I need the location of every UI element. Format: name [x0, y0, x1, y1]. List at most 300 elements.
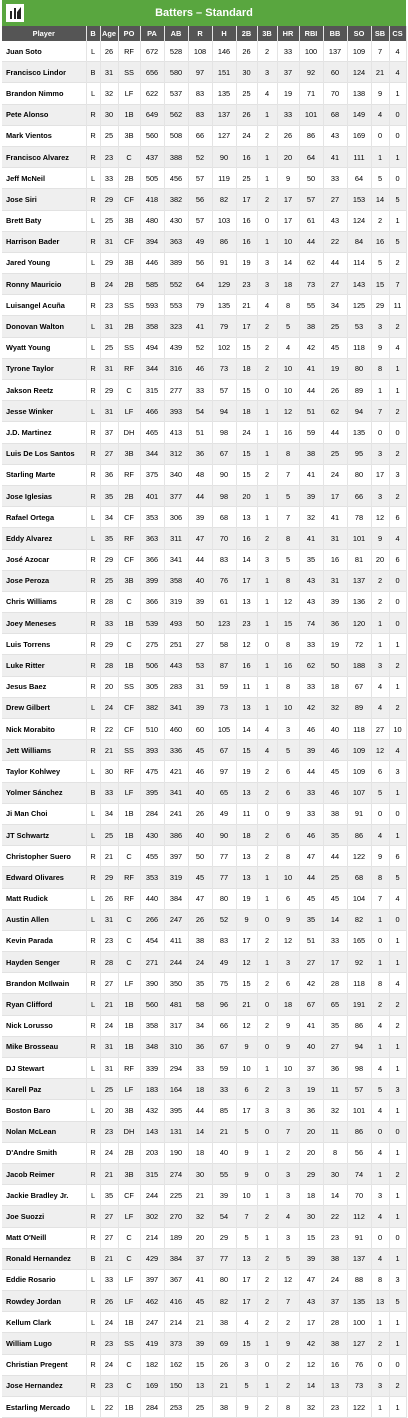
stat-cell-hr: 7 — [277, 507, 299, 528]
stat-cell-rbi: 100 — [299, 41, 323, 62]
stat-cell-2b: 13 — [236, 782, 257, 803]
stat-cell-hr: 5 — [277, 740, 299, 761]
stat-cell-po: C — [118, 591, 140, 612]
column-header-bb[interactable]: BB — [323, 26, 347, 41]
stat-cell-b: L — [86, 909, 100, 930]
stat-cell-ab: 253 — [164, 1397, 188, 1418]
stat-cell-r: 26 — [188, 803, 212, 824]
stat-cell-3b: 2 — [257, 1312, 277, 1333]
stat-cell-r: 46 — [188, 761, 212, 782]
stat-cell-age: 25 — [100, 337, 118, 358]
stat-cell-b: R — [86, 867, 100, 888]
player-name-cell: Edward Olivares — [2, 867, 86, 888]
stat-cell-r: 20 — [188, 1227, 212, 1248]
stat-cell-ab: 189 — [164, 1227, 188, 1248]
stat-cell-bb: 35 — [323, 824, 347, 845]
stat-cell-hr: 4 — [277, 1206, 299, 1227]
stat-cell-b: L — [86, 888, 100, 909]
stat-cell-rbi: 92 — [299, 62, 323, 83]
stat-cell-2b: 16 — [236, 231, 257, 252]
stat-cell-po: RF — [118, 41, 140, 62]
stat-cell-sb: 0 — [371, 1354, 389, 1375]
stat-cell-rbi: 17 — [299, 1312, 323, 1333]
column-header-2b[interactable]: 2B — [236, 26, 257, 41]
table-row — [2, 1036, 406, 1057]
stat-cell-r: 44 — [188, 485, 212, 506]
stat-cell-sb: 14 — [371, 189, 389, 210]
stat-cell-b: L — [86, 316, 100, 337]
stat-cell-so: 64 — [347, 168, 371, 189]
column-header-pa[interactable]: PA — [140, 26, 164, 41]
stat-cell-b: R — [86, 613, 100, 634]
column-header-age[interactable]: Age — [100, 26, 118, 41]
stat-cell-po: 3B — [118, 210, 140, 231]
player-name-cell: Rafael Ortega — [2, 507, 86, 528]
stat-cell-sb: 4 — [371, 676, 389, 697]
stat-cell-h: 59 — [212, 676, 236, 697]
stat-cell-r: 45 — [188, 740, 212, 761]
stat-cell-h: 80 — [212, 1269, 236, 1290]
stat-cell-3b: 3 — [257, 549, 277, 570]
stat-cell-age: 30 — [100, 761, 118, 782]
stat-cell-so: 101 — [347, 528, 371, 549]
stat-cell-b: R — [86, 231, 100, 252]
player-name-cell: Jeff McNeil — [2, 168, 86, 189]
stat-cell-so: 101 — [347, 1100, 371, 1121]
stat-cell-cs: 4 — [389, 337, 406, 358]
table-row — [2, 146, 406, 167]
stat-cell-po: SS — [118, 295, 140, 316]
player-name-cell: Tyrone Taylor — [2, 358, 86, 379]
stat-cell-rbi: 41 — [299, 1015, 323, 1036]
stat-cell-pa: 353 — [140, 507, 164, 528]
stat-cell-h: 119 — [212, 168, 236, 189]
stat-cell-2b: 5 — [236, 1227, 257, 1248]
stat-cell-bb: 17 — [323, 485, 347, 506]
stat-cell-rbi: 38 — [299, 316, 323, 337]
stat-cell-r: 47 — [188, 528, 212, 549]
stat-cell-cs: 3 — [389, 1079, 406, 1100]
stat-cell-pa: 539 — [140, 613, 164, 634]
stat-cell-ab: 350 — [164, 973, 188, 994]
stat-cell-3b: 2 — [257, 528, 277, 549]
column-header-sb[interactable]: SB — [371, 26, 389, 41]
stat-cell-2b: 15 — [236, 380, 257, 401]
stat-cell-b: L — [86, 697, 100, 718]
stat-cell-2b: 10 — [236, 1058, 257, 1079]
stat-cell-so: 81 — [347, 549, 371, 570]
stat-cell-b: R — [86, 1206, 100, 1227]
player-name-cell: Jakson Reetz — [2, 380, 86, 401]
stat-cell-ab: 481 — [164, 994, 188, 1015]
table-row — [2, 401, 406, 422]
stat-cell-b: L — [86, 803, 100, 824]
stat-cell-rbi: 41 — [299, 358, 323, 379]
stat-cell-bb: 28 — [323, 1312, 347, 1333]
stat-cell-b: L — [86, 507, 100, 528]
stat-cell-b: R — [86, 1354, 100, 1375]
stat-cell-so: 91 — [347, 803, 371, 824]
stat-cell-b: L — [86, 1185, 100, 1206]
stat-cell-h: 80 — [212, 888, 236, 909]
column-header-po[interactable]: PO — [118, 26, 140, 41]
stat-cell-so: 86 — [347, 824, 371, 845]
stat-cell-r: 33 — [188, 1058, 212, 1079]
stat-cell-pa: 446 — [140, 252, 164, 273]
stat-cell-hr: 7 — [277, 1291, 299, 1312]
stat-cell-h: 77 — [212, 1248, 236, 1269]
stat-cell-so: 135 — [347, 1291, 371, 1312]
stat-cell-r: 36 — [188, 1036, 212, 1057]
stat-cell-ab: 323 — [164, 316, 188, 337]
stat-cell-sb: 8 — [371, 867, 389, 888]
stat-cell-hr: 3 — [277, 1079, 299, 1100]
stat-cell-po: 1B — [118, 104, 140, 125]
stat-cell-ab: 537 — [164, 83, 188, 104]
stat-cell-h: 90 — [212, 146, 236, 167]
stat-cell-r: 56 — [188, 189, 212, 210]
stat-cell-b: R — [86, 634, 100, 655]
player-name-cell: Ji Man Choi — [2, 803, 86, 824]
stat-cell-rbi: 15 — [299, 1227, 323, 1248]
stat-cell-age: 23 — [100, 146, 118, 167]
stat-cell-age: 33 — [100, 613, 118, 634]
stat-cell-age: 20 — [100, 676, 118, 697]
stat-cell-sb: 0 — [371, 1227, 389, 1248]
stat-cell-age: 27 — [100, 1227, 118, 1248]
player-name-cell: JT Schwartz — [2, 824, 86, 845]
player-name-cell: Nick Lorusso — [2, 1015, 86, 1036]
stat-cell-hr: 5 — [277, 549, 299, 570]
stat-cell-pa: 649 — [140, 104, 164, 125]
stat-cell-ab: 319 — [164, 591, 188, 612]
stat-cell-2b: 18 — [236, 824, 257, 845]
player-name-cell: Juan Soto — [2, 41, 86, 62]
stat-cell-po: 2B — [118, 316, 140, 337]
stat-cell-rbi: 39 — [299, 740, 323, 761]
stat-cell-3b: 2 — [257, 189, 277, 210]
stat-cell-2b: 9 — [236, 1397, 257, 1418]
stat-cell-3b: 1 — [257, 443, 277, 464]
player-name-cell: Brandon McIlwain — [2, 973, 86, 994]
stat-cell-r: 45 — [188, 867, 212, 888]
stat-cell-sb: 7 — [371, 401, 389, 422]
stat-cell-age: 23 — [100, 1333, 118, 1354]
player-name-cell: Joe Suozzi — [2, 1206, 86, 1227]
stat-cell-pa: 418 — [140, 189, 164, 210]
player-name-cell: Joey Meneses — [2, 613, 86, 634]
stat-cell-age: 25 — [100, 125, 118, 146]
stat-cell-so: 84 — [347, 231, 371, 252]
stat-cell-rbi: 39 — [299, 485, 323, 506]
player-name-cell: Nolan McLean — [2, 1121, 86, 1142]
stat-cell-bb: 43 — [323, 210, 347, 231]
stat-cell-bb: 14 — [323, 909, 347, 930]
stat-cell-h: 21 — [212, 1375, 236, 1396]
stat-cell-2b: 7 — [236, 1206, 257, 1227]
stat-cell-h: 83 — [212, 549, 236, 570]
stat-cell-rbi: 42 — [299, 697, 323, 718]
stat-cell-bb: 36 — [323, 1058, 347, 1079]
player-name-cell: Jesse Winker — [2, 401, 86, 422]
column-header-so[interactable]: SO — [347, 26, 371, 41]
column-header-ab[interactable]: AB — [164, 26, 188, 41]
column-header-player[interactable]: Player — [2, 26, 86, 41]
stat-cell-b: R — [86, 295, 100, 316]
stat-cell-po: LF — [118, 973, 140, 994]
stat-cell-2b: 13 — [236, 591, 257, 612]
stat-cell-pa: 339 — [140, 1058, 164, 1079]
stat-cell-b: R — [86, 358, 100, 379]
stat-cell-so: 124 — [347, 62, 371, 83]
stat-cell-r: 39 — [188, 591, 212, 612]
player-name-cell: Mike Brosseau — [2, 1036, 86, 1057]
stat-cell-3b: 2 — [257, 1206, 277, 1227]
stat-cell-2b: 17 — [236, 1100, 257, 1121]
stat-cell-age: 31 — [100, 401, 118, 422]
stat-cell-pa: 271 — [140, 952, 164, 973]
stat-cell-so: 94 — [347, 401, 371, 422]
baseball-app-logo-icon[interactable] — [6, 4, 24, 22]
table-row — [2, 380, 406, 401]
stat-cell-age: 29 — [100, 549, 118, 570]
stat-cell-sb: 2 — [371, 591, 389, 612]
stat-cell-sb: 1 — [371, 909, 389, 930]
stat-cell-2b: 9 — [236, 909, 257, 930]
stat-cell-rbi: 33 — [299, 803, 323, 824]
stat-cell-po: 1B — [118, 655, 140, 676]
stat-cell-r: 79 — [188, 295, 212, 316]
stat-cell-hr: 10 — [277, 867, 299, 888]
stat-cell-hr: 5 — [277, 316, 299, 337]
stat-cell-h: 49 — [212, 952, 236, 973]
stat-cell-ab: 493 — [164, 613, 188, 634]
stat-cell-h: 57 — [212, 380, 236, 401]
stat-cell-2b: 6 — [236, 1079, 257, 1100]
stat-cell-hr: 7 — [277, 464, 299, 485]
stat-cell-rbi: 29 — [299, 1163, 323, 1184]
stat-cell-sb: 1 — [371, 613, 389, 634]
stat-cell-2b: 15 — [236, 973, 257, 994]
column-header-h[interactable]: H — [212, 26, 236, 41]
stat-cell-pa: 454 — [140, 930, 164, 951]
stat-cell-2b: 19 — [236, 252, 257, 273]
stat-cell-b: R — [86, 1036, 100, 1057]
stat-cell-rbi: 42 — [299, 337, 323, 358]
player-name-cell: Starling Marte — [2, 464, 86, 485]
stat-cell-bb: 41 — [323, 146, 347, 167]
stat-cell-hr: 9 — [277, 168, 299, 189]
stat-cell-b: R — [86, 1291, 100, 1312]
stat-cell-rbi: 44 — [299, 380, 323, 401]
stat-cell-po: 1B — [118, 803, 140, 824]
table-row — [2, 761, 406, 782]
stat-cell-po: CF — [118, 697, 140, 718]
stat-cell-h: 87 — [212, 655, 236, 676]
stat-cell-rbi: 41 — [299, 464, 323, 485]
stat-cell-po: 3B — [118, 570, 140, 591]
stat-cell-r: 41 — [188, 1269, 212, 1290]
stat-cell-hr: 9 — [277, 909, 299, 930]
stat-cell-po: C — [118, 1375, 140, 1396]
player-name-cell: Nick Morabito — [2, 719, 86, 740]
stat-cell-hr: 3 — [277, 1227, 299, 1248]
stat-cell-b: R — [86, 719, 100, 740]
stat-cell-3b: 2 — [257, 1015, 277, 1036]
stat-cell-3b: 1 — [257, 422, 277, 443]
stat-cell-sb: 1 — [371, 634, 389, 655]
stat-cell-3b: 2 — [257, 358, 277, 379]
player-name-cell: Jose Hernandez — [2, 1375, 86, 1396]
stat-cell-ab: 162 — [164, 1354, 188, 1375]
column-header-r[interactable]: R — [188, 26, 212, 41]
player-name-cell: Luisangel Acuña — [2, 295, 86, 316]
column-header-cs[interactable]: CS — [389, 26, 406, 41]
stat-cell-po: DH — [118, 422, 140, 443]
stat-cell-sb: 12 — [371, 507, 389, 528]
stat-cell-so: 135 — [347, 422, 371, 443]
stat-cell-h: 75 — [212, 973, 236, 994]
stat-cell-po: C — [118, 146, 140, 167]
stat-cell-so: 122 — [347, 1397, 371, 1418]
stat-cell-hr: 8 — [277, 295, 299, 316]
stat-cell-h: 59 — [212, 1058, 236, 1079]
player-name-cell: Matt Rudick — [2, 888, 86, 909]
stat-cell-pa: 305 — [140, 676, 164, 697]
stat-cell-rbi: 51 — [299, 930, 323, 951]
table-row — [2, 888, 406, 909]
stat-cell-bb: 8 — [323, 1142, 347, 1163]
stat-cell-so: 66 — [347, 485, 371, 506]
stat-cell-so: 118 — [347, 973, 371, 994]
stat-cell-sb: 8 — [371, 1269, 389, 1290]
stat-cell-b: L — [86, 1058, 100, 1079]
stat-cell-hr: 10 — [277, 1058, 299, 1079]
column-header-rbi[interactable]: RBI — [299, 26, 323, 41]
stat-cell-hr: 9 — [277, 803, 299, 824]
stat-cell-hr: 37 — [277, 62, 299, 83]
stat-cell-rbi: 64 — [299, 146, 323, 167]
column-header-b[interactable]: B — [86, 26, 100, 41]
stat-cell-r: 38 — [188, 930, 212, 951]
stat-cell-2b: 14 — [236, 719, 257, 740]
stat-cell-po: RF — [118, 358, 140, 379]
stat-cell-so: 149 — [347, 104, 371, 125]
stat-cell-rbi: 47 — [299, 1269, 323, 1290]
stat-cell-2b: 15 — [236, 464, 257, 485]
stat-cell-h: 102 — [212, 337, 236, 358]
stat-cell-bb: 31 — [323, 528, 347, 549]
stat-cell-h: 135 — [212, 295, 236, 316]
stat-cell-cs: 1 — [389, 1312, 406, 1333]
stat-cell-hr: 3 — [277, 1100, 299, 1121]
stat-cell-bb: 40 — [323, 719, 347, 740]
stat-cell-h: 33 — [212, 1079, 236, 1100]
stat-cell-r: 50 — [188, 846, 212, 867]
stat-cell-po: 1B — [118, 1036, 140, 1057]
stat-cell-bb: 19 — [323, 358, 347, 379]
stat-cell-3b: 1 — [257, 485, 277, 506]
stat-cell-ab: 397 — [164, 846, 188, 867]
stat-cell-age: 23 — [100, 295, 118, 316]
stat-cell-r: 27 — [188, 634, 212, 655]
stat-cell-h: 21 — [212, 1121, 236, 1142]
table-row — [2, 846, 406, 867]
player-name-cell: D'Andre Smith — [2, 1142, 86, 1163]
stat-cell-rbi: 20 — [299, 1121, 323, 1142]
column-header-3b[interactable]: 3B — [257, 26, 277, 41]
stat-cell-ab: 274 — [164, 1163, 188, 1184]
stat-cell-cs: 3 — [389, 1269, 406, 1290]
stat-cell-3b: 1 — [257, 146, 277, 167]
stat-cell-sb: 27 — [371, 719, 389, 740]
stat-cell-b: R — [86, 104, 100, 125]
stat-cell-sb: 5 — [371, 252, 389, 273]
stat-cell-hr: 16 — [277, 422, 299, 443]
stat-cell-cs: 6 — [389, 846, 406, 867]
player-name-cell: Jared Young — [2, 252, 86, 273]
stat-cell-rbi: 61 — [299, 210, 323, 231]
stat-cell-rbi: 50 — [299, 168, 323, 189]
stat-cell-bb: 28 — [323, 973, 347, 994]
stat-cell-h: 69 — [212, 1333, 236, 1354]
stat-cell-ab: 317 — [164, 1015, 188, 1036]
stat-cell-ab: 164 — [164, 1079, 188, 1100]
stat-cell-pa: 393 — [140, 740, 164, 761]
stat-cell-rbi: 40 — [299, 1036, 323, 1057]
stat-cell-rbi: 67 — [299, 994, 323, 1015]
stat-cell-sb: 3 — [371, 316, 389, 337]
stat-cell-pa: 358 — [140, 316, 164, 337]
stat-cell-2b: 21 — [236, 295, 257, 316]
stat-cell-bb: 32 — [323, 1100, 347, 1121]
stat-cell-pa: 465 — [140, 422, 164, 443]
stat-cell-bb: 31 — [323, 570, 347, 591]
stat-cell-ab: 341 — [164, 697, 188, 718]
stat-cell-r: 58 — [188, 994, 212, 1015]
stat-cell-age: 24 — [100, 1312, 118, 1333]
player-name-cell: Wyatt Young — [2, 337, 86, 358]
column-header-hr[interactable]: HR — [277, 26, 299, 41]
stat-cell-2b: 16 — [236, 528, 257, 549]
stat-cell-2b: 13 — [236, 1248, 257, 1269]
table-row — [2, 867, 406, 888]
stat-cell-2b: 13 — [236, 507, 257, 528]
stat-cell-bb: 33 — [323, 168, 347, 189]
stat-cell-2b: 9 — [236, 1163, 257, 1184]
stat-cell-po: 3B — [118, 125, 140, 146]
batters-panel — [2, 0, 406, 1418]
table-row — [2, 655, 406, 676]
stat-cell-age: 24 — [100, 1354, 118, 1375]
stat-cell-ab: 413 — [164, 422, 188, 443]
stat-cell-rbi: 101 — [299, 104, 323, 125]
stat-cell-pa: 266 — [140, 909, 164, 930]
stat-cell-h: 85 — [212, 1100, 236, 1121]
table-row — [2, 210, 406, 231]
stat-cell-hr: 33 — [277, 104, 299, 125]
stat-cell-3b: 2 — [257, 824, 277, 845]
stat-cell-age: 35 — [100, 485, 118, 506]
stat-cell-po: LF — [118, 83, 140, 104]
stat-cell-hr: 9 — [277, 1333, 299, 1354]
stat-cell-pa: 480 — [140, 210, 164, 231]
stat-cell-pa: 395 — [140, 782, 164, 803]
stat-cell-cs: 1 — [389, 1185, 406, 1206]
stat-cell-age: 20 — [100, 1100, 118, 1121]
stat-cell-age: 28 — [100, 655, 118, 676]
player-name-cell: Ryan Clifford — [2, 994, 86, 1015]
